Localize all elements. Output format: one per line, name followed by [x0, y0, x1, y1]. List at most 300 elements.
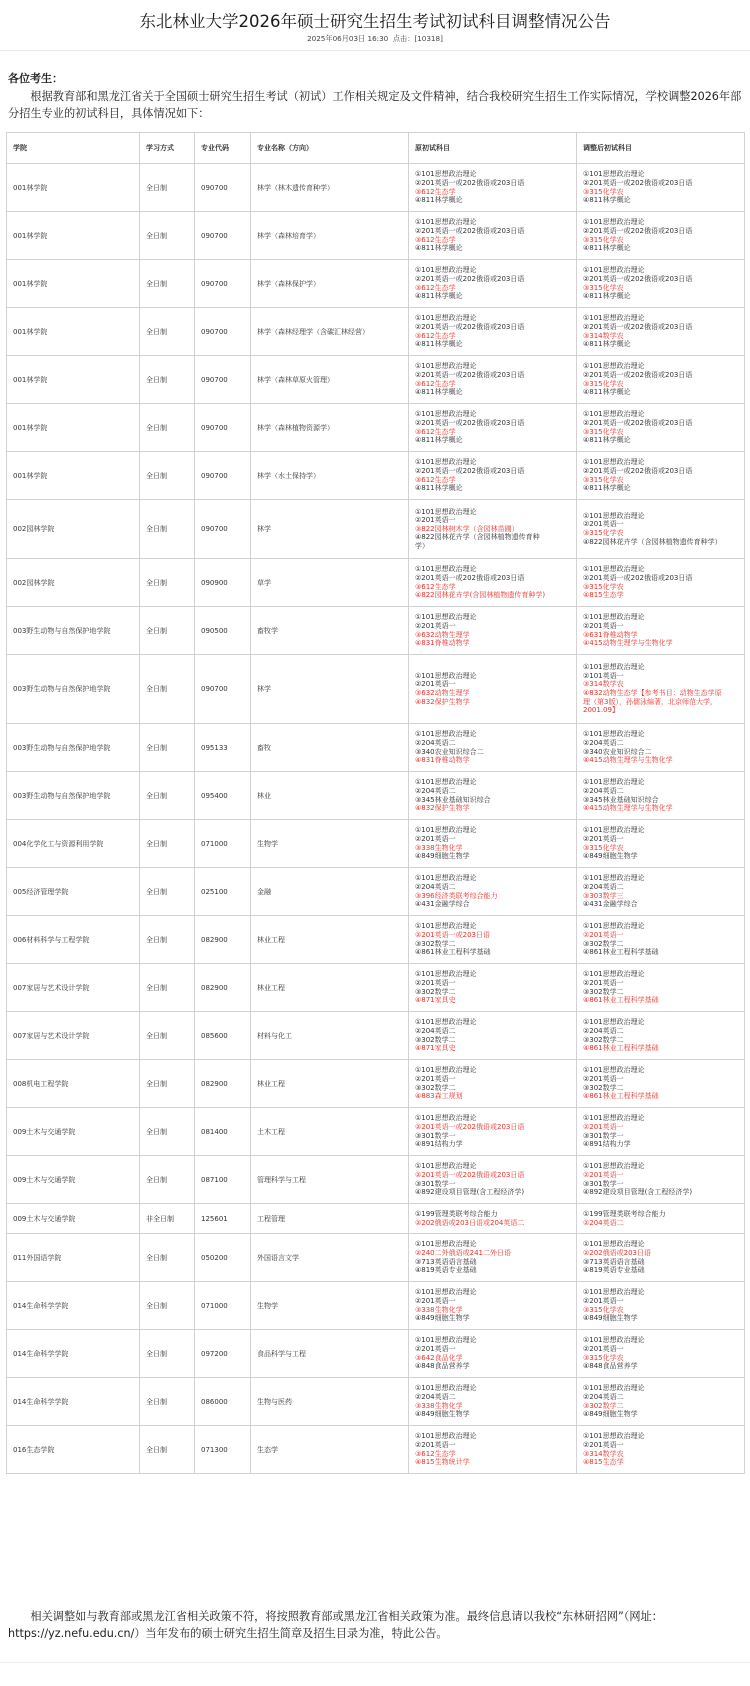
- adjusted-subjects-cell: [577, 1060, 745, 1108]
- college-cell: 007家居与艺术设计学院: [7, 964, 140, 1012]
- subject-line: ②201英语一或202俄语或203日语: [415, 322, 525, 331]
- subject-line: ①101思想政治理论: [583, 826, 645, 835]
- major-code-cell: 090500: [195, 607, 251, 655]
- changed-subject-line: ③315化学农: [583, 843, 624, 852]
- changed-subject-line: ③612生态学: [415, 475, 456, 484]
- study-mode-cell: 全日制: [140, 260, 195, 308]
- major-code-cell: 090900: [195, 559, 251, 607]
- subject-line: ①101思想政治理论: [415, 1018, 477, 1027]
- subject-line: ④811林学概论: [583, 244, 631, 253]
- adjusted-subjects-cell: [577, 452, 745, 500]
- subject-line: ①101思想政治理论: [583, 1066, 645, 1075]
- adjusted-subjects-cell: [577, 404, 745, 452]
- original-subjects-cell: [409, 772, 577, 820]
- major-code-cell: 082900: [195, 1060, 251, 1108]
- header-code: 专业代码: [195, 133, 251, 164]
- page-title: 东北林业大学2026年硕士研究生招生考试初试科目调整情况公告: [139, 12, 611, 31]
- changed-subject-line: ③302数学二: [583, 1401, 624, 1410]
- study-mode-cell: 非全日制: [140, 1204, 195, 1234]
- subject-line: ③302数学二: [583, 939, 624, 948]
- table-row: [7, 164, 745, 212]
- changed-subject-line: ③632动物生理学: [415, 630, 470, 639]
- subject-line: ④811林学概论: [415, 340, 463, 349]
- adjusted-subjects-cell: [577, 212, 745, 260]
- publish-meta: [0, 34, 750, 44]
- college-cell: 003野生动物与自然保护地学院: [7, 772, 140, 820]
- table-row: [7, 607, 745, 655]
- subject-line: ②201英语一或202俄语或203日语: [415, 370, 525, 379]
- major-name-cell: 林学: [251, 655, 409, 724]
- subject-line: ④431金融学综合: [415, 900, 470, 909]
- subject-line: ④861林业工程科学基础: [415, 948, 491, 957]
- subject-line: ①101思想政治理论: [583, 511, 645, 520]
- subject-line: ①101思想政治理论: [583, 1432, 645, 1441]
- original-subjects-cell: [409, 164, 577, 212]
- college-cell: 001林学院: [7, 164, 140, 212]
- adjusted-subjects-cell: [577, 308, 745, 356]
- footer-divider: [0, 1662, 750, 1663]
- changed-subject-line: ②201英语一: [583, 1122, 624, 1131]
- header-original-subjects: 原初试科目: [409, 133, 577, 164]
- major-code-cell: 087100: [195, 1156, 251, 1204]
- adjusted-subjects-cell: [577, 1156, 745, 1204]
- changed-subject-line: ④831脊椎动物学: [415, 756, 470, 765]
- major-code-cell: 081400: [195, 1108, 251, 1156]
- original-subjects-cell: [409, 500, 577, 559]
- subject-line: ③713英语语言基础: [415, 1257, 477, 1266]
- major-name-cell: 工程管理: [251, 1204, 409, 1234]
- subject-line: ①101思想政治理论: [415, 1162, 477, 1171]
- changed-subject-line: ③315化学农: [583, 187, 624, 196]
- original-subjects-cell: [409, 820, 577, 868]
- footer-notice: 相关调整如与教育部或黑龙江省相关政策不符，将按照教育部或黑龙江省相关政策为准。最终信息请以我校“东林研招网”（网址：https://yz.nefu.edu.cn/）当年发布的硕士研究生招生简章及招生目录为准，特此公告。: [8, 1610, 663, 1640]
- header-mode: 学习方式: [140, 133, 195, 164]
- changed-subject-line: ③314数学农: [583, 1449, 624, 1458]
- changed-subject-line: ③612生态学: [415, 187, 456, 196]
- subject-line: ④811林学概论: [583, 292, 631, 301]
- major-code-cell: 125601: [195, 1204, 251, 1234]
- subject-line: ①101思想政治理论: [415, 170, 477, 179]
- changed-subject-line: ③612生态学: [415, 582, 456, 591]
- college-cell: 002园林学院: [7, 559, 140, 607]
- changed-subject-line: ④415动物生理学与生物化学: [583, 639, 673, 648]
- table-row: [7, 260, 745, 308]
- subject-line: ②204英语二: [415, 1392, 456, 1401]
- subject-line: ④849细胞生物学: [583, 852, 638, 861]
- major-code-cell: 095400: [195, 772, 251, 820]
- subject-line: ②201英语一或202俄语或203日语: [583, 274, 693, 283]
- subject-line: ③301数学一: [583, 1179, 624, 1188]
- changed-subject-line: ②201英语一或202俄语或203日语: [415, 1170, 525, 1179]
- major-name-cell: 林学（森林草原火管理）: [251, 356, 409, 404]
- changed-subject-line: ③315化学农: [583, 379, 624, 388]
- changed-subject-line: ③642食品化学: [415, 1353, 463, 1362]
- major-name-cell: 土木工程: [251, 1108, 409, 1156]
- subject-line: ②201英语一: [583, 834, 624, 843]
- original-subjects-cell: [409, 1426, 577, 1474]
- original-subjects-cell: [409, 260, 577, 308]
- subject-line: ②204英语二: [583, 882, 624, 891]
- original-subjects-cell: [409, 212, 577, 260]
- college-cell: 004化学化工与资源利用学院: [7, 820, 140, 868]
- table-row: [7, 559, 745, 607]
- table-row: [7, 1204, 745, 1234]
- adjusted-subjects-cell: [577, 1282, 745, 1330]
- major-code-cell: 090700: [195, 404, 251, 452]
- subject-line: ①101思想政治理论: [415, 218, 477, 227]
- changed-subject-line: ④861林业工程科学基础: [583, 1092, 659, 1101]
- subject-line: ②204英语二: [415, 738, 456, 747]
- college-cell: 016生态学院: [7, 1426, 140, 1474]
- adjusted-subjects-cell: [577, 356, 745, 404]
- subject-line: ②204英语二: [583, 1026, 624, 1035]
- major-name-cell: 林学: [251, 500, 409, 559]
- subject-line: ④822园林花卉学（含园林植物遗传育种学）: [583, 537, 722, 546]
- study-mode-cell: 全日制: [140, 916, 195, 964]
- college-cell: 002园林学院: [7, 500, 140, 559]
- major-name-cell: 生物学: [251, 820, 409, 868]
- changed-subject-line: ②201英语一: [583, 1170, 624, 1179]
- changed-subject-line: ③315化学农: [583, 427, 624, 436]
- table-row: [7, 452, 745, 500]
- table-row: [7, 212, 745, 260]
- subject-line: ②201英语一: [583, 1344, 624, 1353]
- subject-line: ①101思想政治理论: [583, 1114, 645, 1123]
- subject-line: ②201英语一: [583, 1074, 624, 1083]
- table-row: [7, 308, 745, 356]
- changed-subject-line: ④832保护生物学: [415, 697, 470, 706]
- changed-subject-line: ③338生物化学: [415, 1305, 463, 1314]
- changed-subject-line: ③315化学农: [583, 235, 624, 244]
- intro-paragraph: 根据教育部和黑龙江省关于全国硕士研究生招生考试（初试）工作相关规定及文件精神，结合我校研究生招生工作实际情况，学校调整2026年部分招生专业的初试科目，具体情况如下：: [8, 90, 742, 120]
- changed-subject-line: ②204英语二: [583, 1218, 624, 1227]
- adjusted-subjects-cell: [577, 164, 745, 212]
- study-mode-cell: 全日制: [140, 1426, 195, 1474]
- original-subjects-cell: [409, 1012, 577, 1060]
- changed-subject-line: ③314数学农: [583, 680, 624, 689]
- subject-line: ②201英语一或202俄语或203日语: [415, 274, 525, 283]
- adjusted-subjects-cell: [577, 655, 745, 724]
- subject-line: ②201英语一或202俄语或203日语: [583, 178, 693, 187]
- subject-line: ①101思想政治理论: [415, 613, 477, 622]
- major-code-cell: 090700: [195, 260, 251, 308]
- subject-line: ①101思想政治理论: [415, 671, 477, 680]
- subject-line: ③302数学二: [415, 987, 456, 996]
- subject-line: ①101思想政治理论: [415, 826, 477, 835]
- major-code-cell: 025100: [195, 868, 251, 916]
- subject-line: ①101思想政治理论: [583, 1336, 645, 1345]
- original-subjects-cell: [409, 1378, 577, 1426]
- major-name-cell: 金融: [251, 868, 409, 916]
- subject-adjustment-table: [6, 132, 745, 1474]
- major-code-cell: 086000: [195, 1378, 251, 1426]
- subject-line: ④811林学概论: [583, 196, 631, 205]
- subject-line: ①101思想政治理论: [415, 266, 477, 275]
- college-cell: 014生命科学学院: [7, 1282, 140, 1330]
- adjusted-subjects-cell: [577, 1426, 745, 1474]
- major-name-cell: 林学（森林培育学）: [251, 212, 409, 260]
- subject-line: ①101思想政治理论: [583, 1018, 645, 1027]
- major-name-cell: 外国语言文学: [251, 1234, 409, 1282]
- header-major: 专业名称（方向）: [251, 133, 409, 164]
- college-cell: 001林学院: [7, 356, 140, 404]
- changed-subject-line: ④815生态学: [583, 591, 624, 600]
- college-cell: 001林学院: [7, 404, 140, 452]
- subject-line: ③302数学二: [583, 987, 624, 996]
- college-cell: 006材料科学与工程学院: [7, 916, 140, 964]
- original-subjects-cell: [409, 308, 577, 356]
- table-row: [7, 964, 745, 1012]
- adjusted-subjects-cell: [577, 1108, 745, 1156]
- subject-line: ②201英语一: [415, 1344, 456, 1353]
- original-subjects-cell: [409, 1282, 577, 1330]
- original-subjects-cell: [409, 1330, 577, 1378]
- changed-subject-line: ③315化学农: [583, 1353, 624, 1362]
- subject-line: ④822园林花卉学（含园林植物遗传育种: [415, 533, 540, 542]
- subject-line: ④819英语专业基础: [583, 1266, 645, 1275]
- subject-line: ④849细胞生物学: [583, 1410, 638, 1419]
- subject-line: ②201英语一: [583, 621, 624, 630]
- publish-date: 2025年06月03日 16:30: [307, 34, 389, 43]
- adjusted-subjects-cell: [577, 1012, 745, 1060]
- study-mode-cell: 全日制: [140, 559, 195, 607]
- subject-line: ①101思想政治理论: [583, 362, 645, 371]
- major-name-cell: 生物与医药: [251, 1378, 409, 1426]
- subject-line: ②201英语一或202俄语或203日语: [583, 322, 693, 331]
- subject-line: ④849细胞生物学: [415, 852, 470, 861]
- subject-line: ②201英语一: [415, 978, 456, 987]
- adjusted-subjects-cell: [577, 916, 745, 964]
- subject-line: ③301数学一: [415, 1179, 456, 1188]
- subject-line: ①101思想政治理论: [415, 507, 477, 516]
- changed-subject-line: ③315化学农: [583, 283, 624, 292]
- subject-line: ②101英语一: [583, 671, 624, 680]
- changed-subject-line: ②201英语一或202俄语或203日语: [415, 1122, 525, 1131]
- subject-line: ①101思想政治理论: [583, 170, 645, 179]
- college-cell: 009土木与交通学院: [7, 1204, 140, 1234]
- changed-subject-line: ④831脊椎动物学: [415, 639, 470, 648]
- subject-line: ①101思想政治理论: [415, 970, 477, 979]
- major-name-cell: 畜牧: [251, 724, 409, 772]
- original-subjects-cell: [409, 1204, 577, 1234]
- college-cell: 001林学院: [7, 452, 140, 500]
- subject-line: ④811林学概论: [583, 484, 631, 493]
- subject-line: ②201英语一或202俄语或203日语: [583, 573, 693, 582]
- subject-line: ①101思想政治理论: [415, 458, 477, 467]
- subject-line: ②201英语一或202俄语或203日语: [415, 178, 525, 187]
- subject-line: ②201英语一: [583, 978, 624, 987]
- adjusted-subjects-cell: [577, 1378, 745, 1426]
- original-subjects-cell: [409, 1108, 577, 1156]
- changed-subject-line: ④832保护生物学: [415, 804, 470, 813]
- changed-subject-line: ④861林业工程科学基础: [583, 1044, 659, 1053]
- college-cell: 014生命科学学院: [7, 1330, 140, 1378]
- subject-line: ①101思想政治理论: [583, 565, 645, 574]
- major-code-cell: 071000: [195, 1282, 251, 1330]
- table-row: [7, 500, 745, 559]
- adjusted-subjects-cell: [577, 607, 745, 655]
- subject-line: ④811林学概论: [415, 196, 463, 205]
- subject-line: ④811林学概论: [415, 484, 463, 493]
- subject-line: ①101思想政治理论: [415, 1384, 477, 1393]
- subject-line: 学）: [415, 541, 429, 550]
- changed-subject-line: ②240二外俄语或241二外日语: [415, 1248, 511, 1257]
- changed-subject-line: ③396经济类联考综合能力: [415, 891, 498, 900]
- original-subjects-cell: [409, 356, 577, 404]
- table-row: [7, 1060, 745, 1108]
- original-subjects-cell: [409, 452, 577, 500]
- study-mode-cell: 全日制: [140, 212, 195, 260]
- college-cell: 014生命科学学院: [7, 1378, 140, 1426]
- subject-line: ④431金融学综合: [583, 900, 638, 909]
- subject-line: ①101思想政治理论: [583, 218, 645, 227]
- table-row: [7, 1426, 745, 1474]
- college-cell: 003野生动物与自然保护地学院: [7, 655, 140, 724]
- changed-subject-line: ③315化学农: [583, 475, 624, 484]
- original-subjects-cell: [409, 655, 577, 724]
- subject-line: ①101思想政治理论: [583, 1162, 645, 1171]
- changed-subject-line: ③822园林树木学（含园林苗圃）: [415, 524, 519, 533]
- changed-subject-line: ②202俄语或203日语或204英语二: [415, 1218, 525, 1227]
- adjusted-subjects-cell: [577, 1204, 745, 1234]
- original-subjects-cell: [409, 404, 577, 452]
- major-code-cell: 090700: [195, 452, 251, 500]
- study-mode-cell: 全日制: [140, 308, 195, 356]
- study-mode-cell: 全日制: [140, 356, 195, 404]
- table-row: [7, 1234, 745, 1282]
- study-mode-cell: 全日制: [140, 1330, 195, 1378]
- college-cell: 003野生动物与自然保护地学院: [7, 724, 140, 772]
- changed-subject-line: ③612生态学: [415, 427, 456, 436]
- major-name-cell: 林学（森林经理学（含碳汇林经营）: [251, 308, 409, 356]
- major-code-cell: 095133: [195, 724, 251, 772]
- major-code-cell: 071000: [195, 820, 251, 868]
- table-row: [7, 356, 745, 404]
- changed-subject-line: 2001.09】: [583, 706, 619, 715]
- changed-subject-line: ③612生态学: [415, 379, 456, 388]
- subject-line: ②201英语一: [415, 834, 456, 843]
- study-mode-cell: 全日制: [140, 1060, 195, 1108]
- major-name-cell: 生态学: [251, 1426, 409, 1474]
- subject-line: ①101思想政治理论: [415, 1288, 477, 1297]
- college-cell: 001林学院: [7, 212, 140, 260]
- subject-line: ④811林学概论: [415, 436, 463, 445]
- changed-subject-line: ④883森工规划: [415, 1092, 463, 1101]
- changed-subject-line: ③315化学农: [583, 1305, 624, 1314]
- subject-line: ①101思想政治理论: [415, 778, 477, 787]
- changed-subject-line: ④832动物生态学【参考书目：动物生态学原: [583, 689, 722, 697]
- subject-line: ①101思想政治理论: [583, 1240, 645, 1249]
- major-name-cell: 食品科学与工程: [251, 1330, 409, 1378]
- changed-subject-line: ②201英语一: [583, 930, 624, 939]
- subject-line: ③301数学一: [415, 1131, 456, 1140]
- college-cell: 001林学院: [7, 260, 140, 308]
- original-subjects-cell: [409, 607, 577, 655]
- major-name-cell: 林学（林木遗传育种学）: [251, 164, 409, 212]
- views-label: 点击：: [392, 34, 415, 43]
- subject-line: ①101思想政治理论: [583, 778, 645, 787]
- subject-line: ②204英语二: [583, 738, 624, 747]
- subject-line: ③302数学二: [415, 1035, 456, 1044]
- major-code-cell: 050200: [195, 1234, 251, 1282]
- subject-line: ①101思想政治理论: [415, 874, 477, 883]
- table-row: [7, 1282, 745, 1330]
- table-row: [7, 820, 745, 868]
- changed-subject-line: 理（第3版），孙儒泳编著，北京师范大学，: [583, 697, 717, 706]
- subject-line: ④811林学概论: [415, 292, 463, 301]
- subject-line: ③301数学一: [583, 1131, 624, 1140]
- subject-line: ②201英语一或202俄语或203日语: [583, 466, 693, 475]
- major-name-cell: 林业: [251, 772, 409, 820]
- adjusted-subjects-cell: [577, 820, 745, 868]
- college-cell: 009土木与交通学院: [7, 1156, 140, 1204]
- subject-line: ②204英语二: [583, 1392, 624, 1401]
- changed-subject-line: ③632动物生理学: [415, 689, 470, 697]
- subject-line: ①101思想政治理论: [415, 362, 477, 371]
- major-name-cell: 材料与化工: [251, 1012, 409, 1060]
- subject-line: ①101思想政治理论: [583, 663, 645, 672]
- subject-line: ②201英语一: [415, 1074, 456, 1083]
- subject-line: ①101思想政治理论: [583, 613, 645, 622]
- subject-line: ①101思想政治理论: [415, 1066, 477, 1075]
- study-mode-cell: 全日制: [140, 1012, 195, 1060]
- study-mode-cell: 全日制: [140, 1108, 195, 1156]
- table-row: [7, 772, 745, 820]
- subject-line: ③345林业基础知识综合: [583, 795, 659, 804]
- original-subjects-cell: [409, 868, 577, 916]
- subject-line: ④891结构力学: [583, 1140, 631, 1149]
- table-row: [7, 655, 745, 724]
- subject-line: ①101思想政治理论: [583, 1288, 645, 1297]
- subject-line: ①199管理类联考综合能力: [583, 1209, 666, 1218]
- title-divider: [0, 50, 750, 51]
- changed-subject-line: ③338生物化学: [415, 1401, 463, 1410]
- subject-line: ③713英语语言基础: [583, 1257, 645, 1266]
- changed-subject-line: ④815生物统计学: [415, 1458, 470, 1467]
- subject-line: ②201英语一或202俄语或203日语: [583, 370, 693, 379]
- subject-line: ②204英语二: [583, 786, 624, 795]
- adjusted-subjects-cell: [577, 260, 745, 308]
- major-code-cell: 097200: [195, 1330, 251, 1378]
- subject-line: ②201英语一或202俄语或203日语: [415, 418, 525, 427]
- subject-line: ①101思想政治理论: [415, 410, 477, 419]
- subject-line: ④891结构力学: [415, 1140, 463, 1149]
- changed-subject-line: ③612生态学: [415, 235, 456, 244]
- major-name-cell: 草学: [251, 559, 409, 607]
- study-mode-cell: 全日制: [140, 607, 195, 655]
- subject-line: ②201英语一: [583, 520, 624, 529]
- table-row: [7, 916, 745, 964]
- changed-subject-line: ③612生态学: [415, 1449, 456, 1458]
- changed-subject-line: ④871家具史: [415, 996, 456, 1005]
- table-row: [7, 1012, 745, 1060]
- adjusted-subjects-cell: [577, 724, 745, 772]
- original-subjects-cell: [409, 724, 577, 772]
- study-mode-cell: 全日制: [140, 452, 195, 500]
- major-code-cell: 090700: [195, 500, 251, 559]
- table-row: [7, 1156, 745, 1204]
- subject-line: ①101思想政治理论: [415, 314, 477, 323]
- adjusted-subjects-cell: [577, 964, 745, 1012]
- study-mode-cell: 全日制: [140, 772, 195, 820]
- subject-line: ②201英语一: [415, 680, 456, 689]
- subject-line: ③340农业知识综合二: [583, 747, 652, 756]
- subject-line: ①101思想政治理论: [415, 1336, 477, 1345]
- subject-line: ①101思想政治理论: [415, 565, 477, 574]
- study-mode-cell: 全日制: [140, 1156, 195, 1204]
- subject-line: ③302数学二: [583, 1035, 624, 1044]
- study-mode-cell: 全日制: [140, 964, 195, 1012]
